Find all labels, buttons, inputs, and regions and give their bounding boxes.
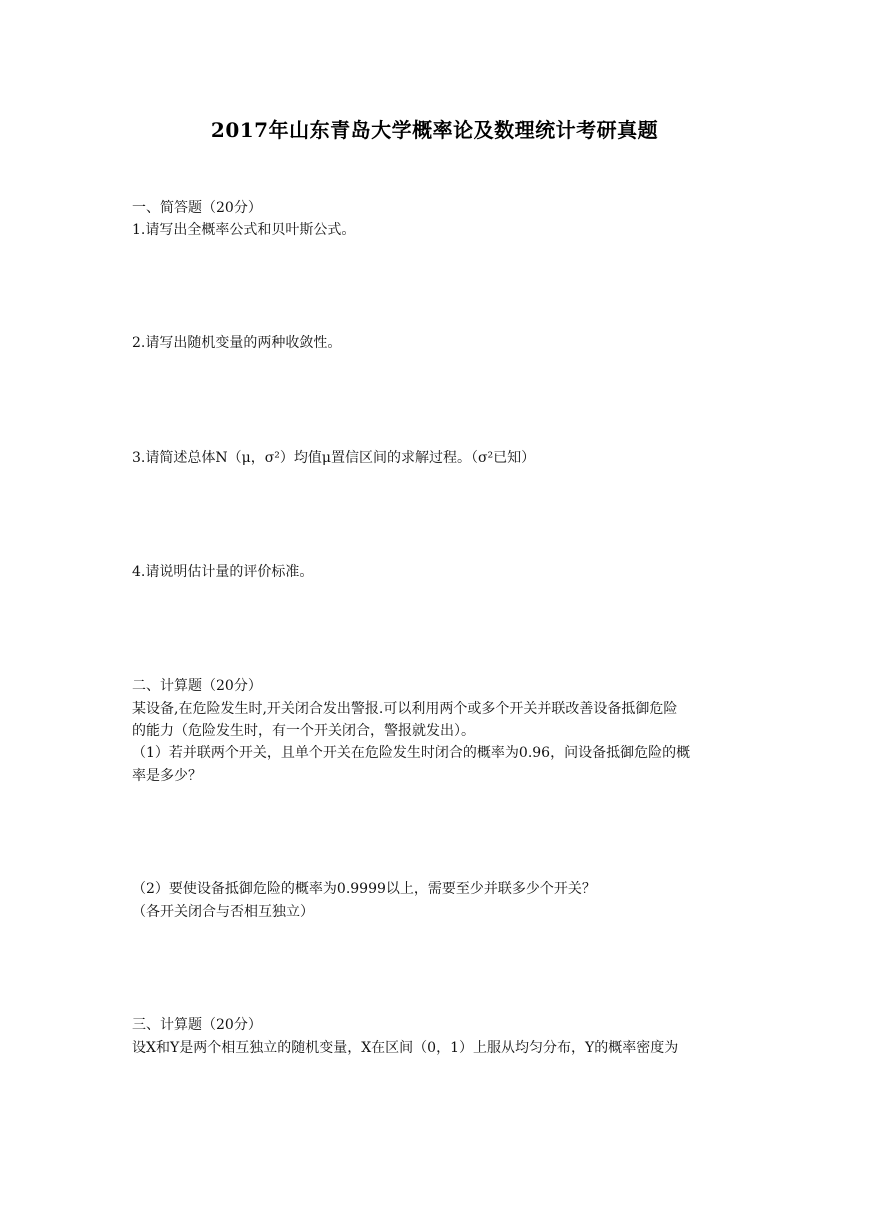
question-3: 3.请简述总体N（μ，σ²）均值μ置信区间的求解过程。（σ²已知） — [132, 450, 536, 466]
document-title: 2017年山东青岛大学概率论及数理统计考研真题 — [210, 118, 659, 142]
section-2-part-1-line-1: （1）若并联两个开关，且单个开关在危险发生时闭合的概率为0.96，问设备抵御危险的概 — [132, 745, 691, 761]
question-1: 1.请写出全概率公式和贝叶斯公式。 — [132, 222, 356, 238]
question-4: 4.请说明估计量的评价标准。 — [132, 564, 314, 580]
section-2-intro-line-1: 某设备,在危险发生时,开关闭合发出警报.可以利用两个或多个开关并联改善设备抵御危险 — [132, 701, 678, 717]
section-3-line-1: 设X和Y是两个相互独立的随机变量，X在区间（0，1）上服从均匀分布，Y的概率密度为 — [132, 1040, 679, 1056]
section-3-heading: 三、计算题（20分） — [132, 1017, 262, 1033]
section-2-part-2-line-2: （各开关闭合与否相互独立） — [132, 904, 314, 920]
section-2-part-1-line-2: 率是多少？ — [132, 768, 202, 784]
section-2-part-2-line-1: （2）要使设备抵御危险的概率为0.9999以上，需要至少并联多少个开关？ — [132, 881, 596, 897]
section-1-heading: 一、简答题（20分） — [132, 200, 262, 216]
question-2: 2.请写出随机变量的两种收敛性。 — [132, 335, 342, 351]
section-2-intro-line-2: 的能力（危险发生时，有一个开关闭合，警报就发出）。 — [132, 723, 475, 739]
section-2-heading: 二、计算题（20分） — [132, 678, 262, 694]
